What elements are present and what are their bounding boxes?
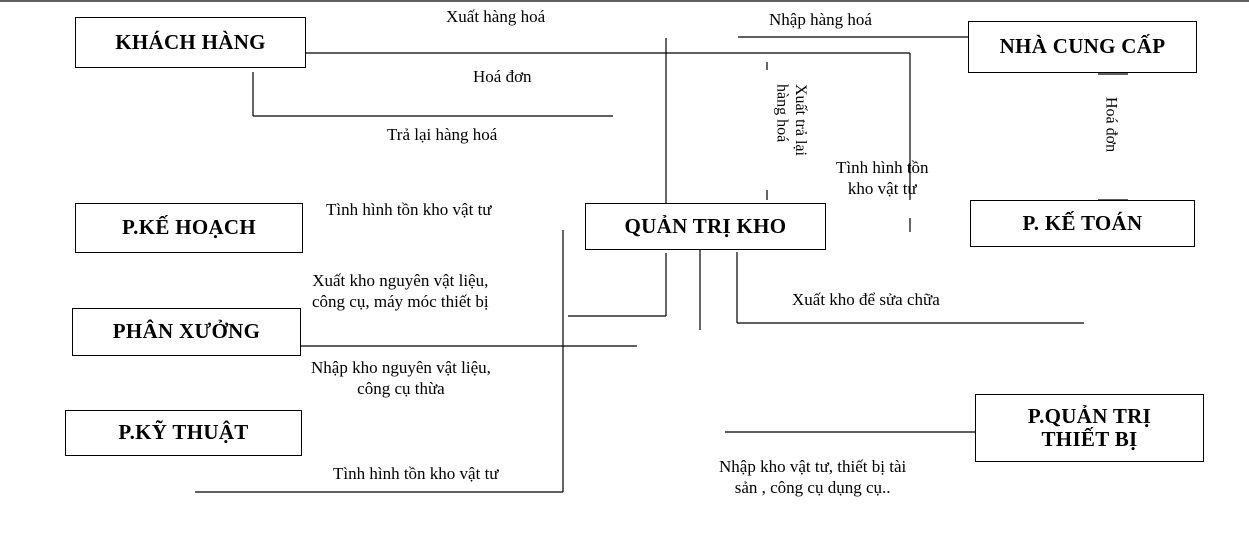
node-ke-toan: P. KẾ TOÁN (970, 200, 1195, 247)
label-ton-kho-ke-hoach: Tình hình tồn kho vật tư (326, 200, 492, 219)
node-quan-tri-kho: QUẢN TRỊ KHO (585, 203, 826, 250)
node-quan-tri-thiet-bi-line1: P.QUẢN TRỊ (1027, 403, 1152, 428)
label-ton-kho-ke-toan (836, 157, 929, 200)
label-tra-lai-hang-hoa: Trả lại hàng hoá (387, 125, 498, 144)
label-xuat-kho-nvl-line1: Xuất kho nguyên vật liệu, (312, 271, 489, 290)
label-ton-kho-ke-toan-line1: Tình hình tồn (836, 158, 929, 177)
label-nhap-kho-nvl-line2: công cụ thừa (357, 379, 445, 399)
label-nhap-kho-vat-tu-line1: Nhập kho vật tư, thiết bị tài (719, 457, 907, 476)
label-xuat-kho-nvl-line2: công cụ, máy móc thiết bị (312, 292, 489, 312)
node-ky-thuat: P.KỸ THUẬT (65, 410, 302, 456)
label-nhap-kho-nvl (311, 357, 491, 400)
label-xuat-tra-lai-hang-hoa (772, 84, 809, 156)
label-xuat-hang-hoa: Xuất hàng hoá (446, 7, 546, 26)
node-nha-cung-cap: NHÀ CUNG CẤP (968, 21, 1197, 73)
node-ke-hoach: P.KẾ HOẠCH (75, 203, 303, 253)
node-khach-hang: KHÁCH HÀNG (75, 17, 306, 68)
label-nhap-kho-nvl-line1: Nhập kho nguyên vật liệu, (311, 358, 491, 377)
label-xuat-kho-nvl (312, 270, 489, 313)
label-hoa-don-khach-hang: Hoá đơn (473, 67, 532, 86)
label-xuat-tra-lai-line1: Xuất trả lại (791, 84, 809, 156)
label-xuat-tra-lai-line2: hàng hoá (773, 84, 791, 143)
node-phan-xuong: PHÂN XƯỞNG (72, 308, 301, 356)
label-nhap-hang-hoa: Nhập hàng hoá (769, 10, 872, 29)
node-quan-tri-thiet-bi (975, 394, 1204, 462)
label-xuat-kho-sua-chua: Xuất kho để sửa chữa (792, 290, 940, 309)
node-quan-tri-thiet-bi-line2: THIẾT BỊ (1041, 427, 1138, 451)
label-ton-kho-ke-toan-line2: kho vật tư (847, 179, 917, 199)
label-hoa-don-nha-cung-cap: Hoá đơn (1102, 97, 1120, 153)
label-nhap-kho-vat-tu-line2: sản , công cụ dụng cụ.. (734, 478, 891, 498)
label-ton-kho-ky-thuat: Tình hình tồn kho vật tư (333, 464, 499, 483)
label-nhap-kho-vat-tu (719, 456, 906, 499)
